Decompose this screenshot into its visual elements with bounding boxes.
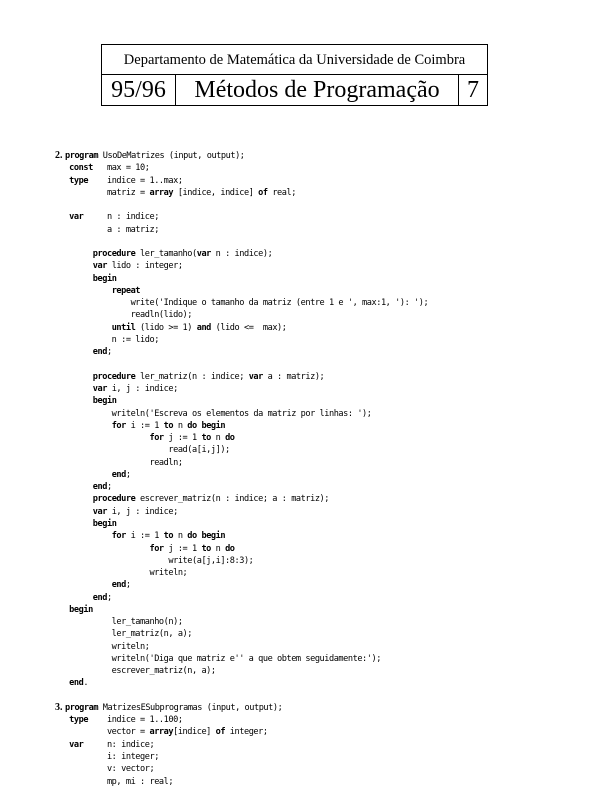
code-line: read(a[i,j]); xyxy=(69,445,230,456)
code-line: begin xyxy=(92,396,117,407)
code-line: var n : indice; xyxy=(69,212,159,223)
code-line: var lido : integer; xyxy=(92,261,183,272)
code-line: procedure ler_matriz(n : indice; var a : matriz); xyxy=(92,371,325,382)
code-line: 2. program UsoDeMatrizes (input, output); xyxy=(55,150,245,161)
code-line: type indice = 1..100; xyxy=(69,715,183,726)
code-line: end; xyxy=(111,580,131,591)
code-line: var n: indice; xyxy=(69,739,155,750)
code-line xyxy=(55,236,575,248)
code-line: n := lido; xyxy=(69,334,159,345)
code-line: ler_tamanho(n); xyxy=(69,617,183,628)
code-line: matriz = array [indice, indice] of real; xyxy=(69,187,296,198)
code-line: end; xyxy=(92,347,112,358)
code-line: procedure ler_tamanho(var n : indice); xyxy=(92,249,273,260)
sheet-number: 7 xyxy=(467,77,479,103)
code-line: var i, j : indice; xyxy=(92,506,178,517)
code-line: write(a[j,i]:8:3); xyxy=(69,555,254,566)
course-header xyxy=(101,44,488,106)
exercise-separator xyxy=(55,690,575,702)
code-line: write('Indique o tamanho da matriz (entre 1 e ', max:1, '): '); xyxy=(69,298,429,309)
code-line: i: integer; xyxy=(69,752,159,763)
code-line: writeln; xyxy=(69,568,188,579)
exercise-2 xyxy=(55,150,575,690)
code-line: escrever_matriz(n, a); xyxy=(69,666,216,677)
academic-year: 95/96 xyxy=(102,75,176,106)
code-line: ler_matriz(n, a); xyxy=(69,629,192,640)
code-line: begin xyxy=(92,273,117,284)
department-name: Departamento de Matemática da Universidade de Coimbra xyxy=(102,45,487,75)
code-line: var i, j : indice; xyxy=(92,384,178,395)
code-line xyxy=(55,359,575,371)
code-line: for i := 1 to n do begin xyxy=(111,531,226,542)
code-line: writeln; xyxy=(69,641,150,652)
exercise-listing xyxy=(55,150,575,788)
code-line: readln(lido); xyxy=(69,310,192,321)
course-title: Métodos de Programação xyxy=(176,75,459,106)
code-line: repeat xyxy=(111,285,141,296)
exercise-number: 3. xyxy=(55,701,65,713)
code-line: end; xyxy=(92,482,112,493)
code-line: end; xyxy=(92,592,112,603)
code-line: begin xyxy=(92,518,117,529)
code-line: vector = array[indice] of integer; xyxy=(69,727,268,738)
code-line: readln; xyxy=(69,457,183,468)
code-line: type indice = 1..max; xyxy=(69,175,183,186)
code-line: a : matriz; xyxy=(69,224,159,235)
code-line: for i := 1 to n do begin xyxy=(111,420,226,431)
code-line xyxy=(55,199,575,211)
exercise-3 xyxy=(55,702,575,788)
code-line: for j := 1 to n do xyxy=(149,433,235,444)
code-line: for j := 1 to n do xyxy=(149,543,235,554)
code-line: v: vector; xyxy=(69,764,155,775)
code-line: until (lido >= 1) and (lido <= max); xyxy=(111,322,287,333)
code-line: 3. program MatrizesESubprogramas (input, output); xyxy=(55,701,283,713)
header-row xyxy=(102,75,487,106)
code-line: writeln('Escreva os elementos da matriz por linhas: '); xyxy=(69,408,372,419)
code-line: const max = 10; xyxy=(69,163,150,174)
code-line: end; xyxy=(111,469,131,480)
code-line: procedure escrever_matriz(n : indice; a : matriz); xyxy=(92,494,329,505)
code-line: end. xyxy=(69,678,89,689)
code-line: mp, mi : real; xyxy=(69,776,174,787)
code-line: begin xyxy=(69,604,93,615)
exercise-number: 2. xyxy=(55,150,65,161)
code-line: writeln('Diga que matriz e'' a que obtem seguidamente:'); xyxy=(69,653,381,664)
